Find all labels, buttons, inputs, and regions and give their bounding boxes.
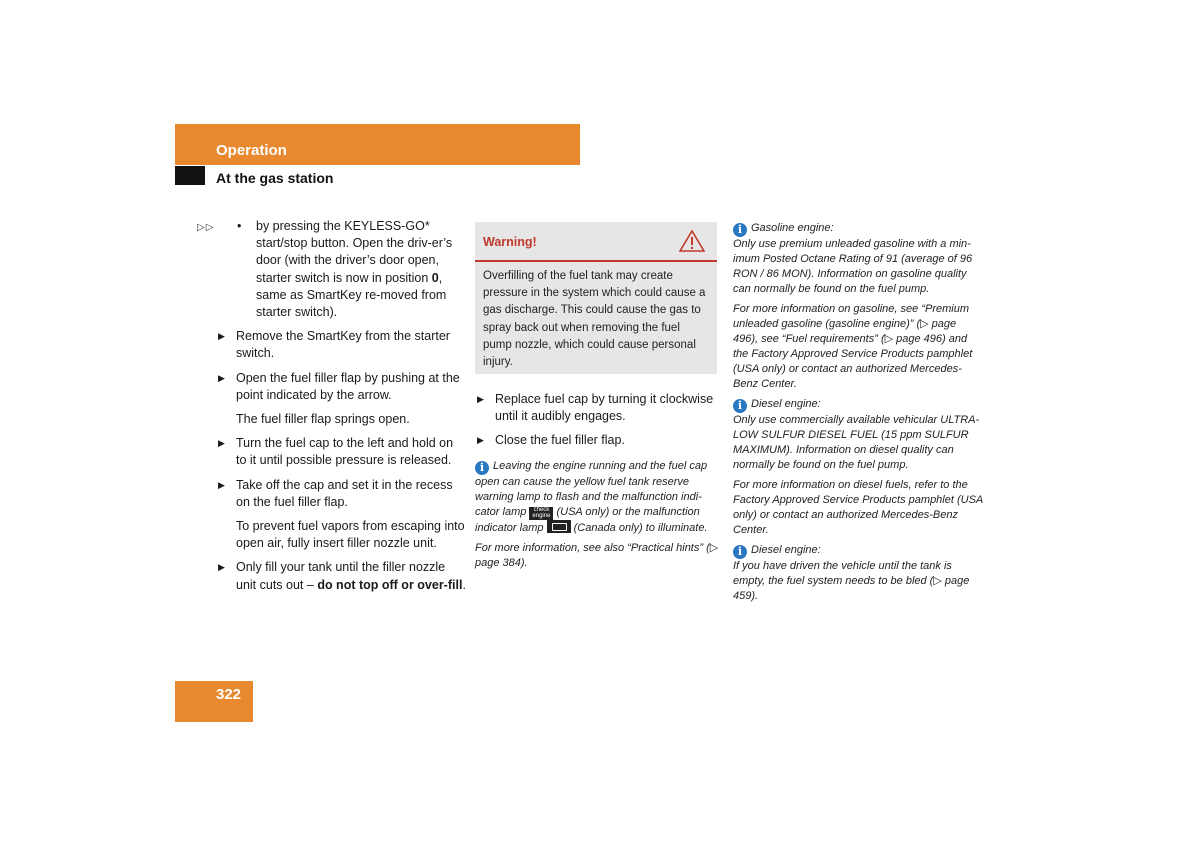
step-arrow-icon: ▶ — [477, 394, 484, 404]
step-close-flap: ▶ Close the fuel filler flap. — [475, 432, 720, 449]
warning-header — [475, 222, 717, 262]
gasoline-text: Only use premium unleaded gasoline with a min-imum Posted Octane Rating of 91 (average of 96 RON / 86 MON). Information on gasoline quality can normally be found on the fuel pump. — [733, 238, 973, 295]
bullet-dot: • — [237, 219, 242, 233]
info-icon: i — [733, 399, 747, 413]
info-icon: i — [733, 545, 747, 559]
info-icon: i — [475, 461, 489, 475]
position-value: 0 — [431, 270, 439, 285]
diesel-heading: i Diesel engine: — [733, 397, 983, 413]
warning-text: Overfilling of the fuel tank may create pressure in the system which could cause a gas discharge. This could cause the gas to spray back out when removing the fuel pump nozzle, which could cause personal injury. — [483, 270, 706, 369]
warning-title: Warning! — [483, 235, 537, 249]
diesel-text: Only use commercially available vehicular ULTRA-LOW SULFUR DIESEL FUEL (15 ppm SULFUR MAXIMUM). Information on diesel quality can normally be found on the fuel pump. — [733, 414, 980, 471]
info-icon: i — [733, 223, 747, 237]
diesel-bleed-heading: i Diesel engine: — [733, 543, 983, 559]
info-note-engine-running: i Leaving the engine running and the fuel cap open can cause the yellow fuel tank reserve warning lamp to flash and the malfunction indi-cator lamp check engine (USA only) or the malfunction indicator lamp (Canada only) to illuminate. — [475, 459, 708, 534]
step-open-flap: ▶ Open the fuel filler flap by pushing at the point indicated by the arrow. — [218, 370, 460, 402]
subsection-title: At the gas station — [216, 170, 334, 186]
page-number-box — [175, 681, 253, 722]
note-vapors: To prevent fuel vapors from escaping into open air, fully insert filler nozzle unit. — [236, 519, 465, 551]
step-remove-smartkey: ▶ Remove the SmartKey from the starter switch. — [218, 329, 450, 361]
step-arrow-icon: ▶ — [218, 479, 225, 490]
step-arrow-icon: ▶ — [218, 372, 225, 383]
check-engine-lamp-icon: check engine — [529, 507, 553, 520]
continuation-icon: ▷▷ — [197, 222, 215, 233]
diesel-bleed-text: If you have driven the vehicle until the tank is empty, the fuel system needs to be bled (▷ page 459). — [733, 560, 970, 602]
engine-malfunction-lamp-icon — [547, 520, 571, 533]
page-number: 322 — [216, 686, 242, 703]
warning-box — [475, 222, 717, 374]
right-column — [733, 221, 983, 604]
left-column — [216, 218, 466, 594]
more-info-practical-hints: For more information, see also “Practical hints” (▷ page 384). — [475, 541, 719, 569]
step-arrow-icon: ▶ — [218, 438, 225, 449]
step-replace-cap: ▶ Replace fuel cap by turning it clockwise until it audibly engages. — [477, 392, 714, 424]
diesel-more-info: For more information on diesel fuels, refer to the Factory Approved Service Products pamphlet (USA only) or contact an authorized Mercedes-Benz Center. — [733, 479, 983, 536]
note-flap-opens: The fuel filler flap springs open. — [236, 412, 410, 427]
warning-triangle-icon — [679, 230, 705, 252]
middle-column — [475, 391, 720, 571]
step-turn-cap: ▶ Turn the fuel cap to the left and hold on to it until possible pressure is released. — [218, 436, 454, 468]
step-take-off-cap: ▶ Take off the cap and set it in the recess on the fuel filler flap. — [218, 477, 453, 509]
no-overfill-emphasis: do not top off or over-fill — [317, 577, 463, 592]
gasoline-heading: i Gasoline engine: — [733, 221, 983, 237]
gasoline-more-info: For more information on gasoline, see “Premium unleaded gasoline (gasoline engine)” (▷ page 496), see “Fuel requirements” (▷ page 496) and the Factory Approved Service Products pamphlet (USA only) or contact an authorized Mercedes-Benz Center. — [733, 303, 973, 390]
step-fill-tank: ▶ Only fill your tank until the filler nozzle unit cuts out – do not top off or over-fill. — [218, 560, 466, 592]
step-arrow-icon: ▶ — [218, 331, 225, 342]
step-arrow-icon: ▶ — [218, 562, 225, 573]
bullet-keyless-go: • by pressing the KEYLESS-GO* start/stop button. Open the driv-er’s door (with the driver’s door open, starter switch is now in position 0, same as SmartKey re-moved from starter switch). — [237, 219, 453, 320]
step-arrow-icon: ▶ — [477, 435, 484, 446]
section-title: Operation — [216, 142, 287, 159]
subsection-marker — [175, 166, 205, 185]
